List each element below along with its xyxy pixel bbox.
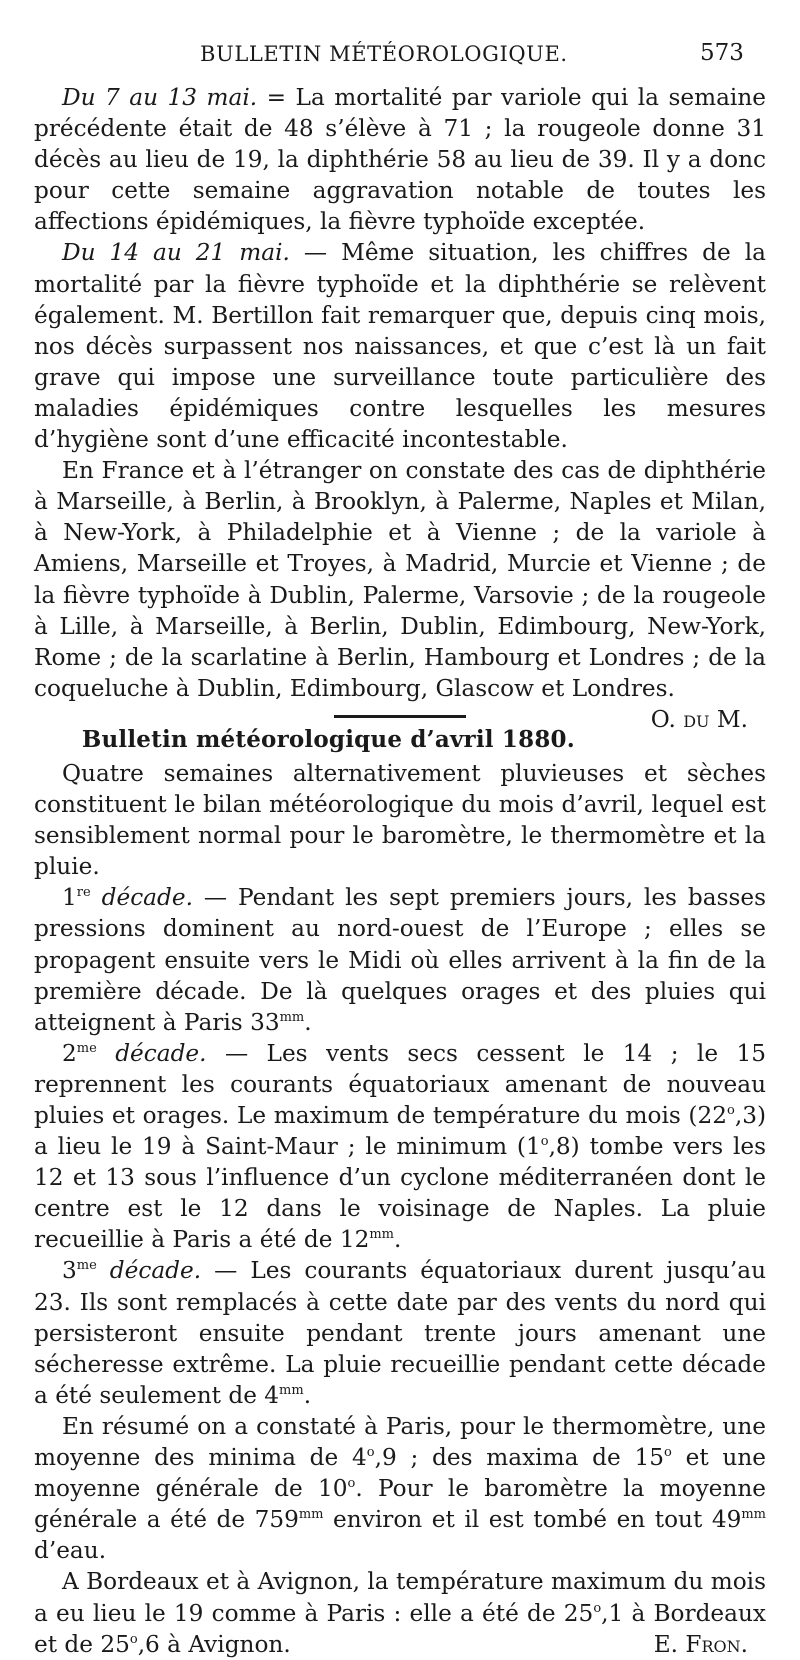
paragraph-second-decade: [34, 1038, 766, 1256]
paragraph-text: ,1 à Bordeaux et de 25: [34, 1599, 766, 1658]
paragraph-text: = La mortalité par variole qui la semaine précédente était de 48 s’élève à 71 ; la rougeole donne 31 décès au lieu de 19, la diphthérie 58 au lieu de 39. Il y a donc pour cette semaine aggravation notable de toutes les affections épidémiques, la fièvre typhoïde exceptée.: [34, 84, 766, 236]
unit-mm: mm: [298, 1507, 324, 1523]
paragraph-text: — Même situation, les chiffres de la mortalité par la fièvre typhoïde et la diphthérie se relèvent également. M. Bertillon fait remarquer que, depuis cinq mois, nos décès surpassent nos naissances, et que c’est là un fait grave qui impose une surveillance toute particulière des maladies épidémiques contre lesquelles les mesures d’hygiène sont d’une efficacité incontestable.: [34, 239, 766, 454]
degree-mark: o: [664, 1445, 672, 1461]
degree-mark: o: [366, 1445, 375, 1461]
signature-particle: du: [683, 705, 710, 733]
ordinal-suffix: me: [76, 1258, 97, 1274]
paragraph-summary-paris: [34, 1411, 766, 1566]
paragraph-text: En France et à l’étranger on constate des cas de diphthérie à Marseille, à Berlin, à Brooklyn, à Palerme, Naples et Milan, à New-York, à Philadelphie et à Vienne ; de la variole à Amiens, Marseille et Troyes, à Madrid, Murcie et Vienne ; de la fièvre typhoïde à Dublin, Palerme, Varsovie ; de la rougeole à Lille, à Marseille, à Berlin, Dublin, Edimbourg, New-York, Rome ; de la scarlatine à Berlin, Hambourg et Londres ; de la coqueluche à Dublin, Edimbourg, Glascow et Londres.: [34, 457, 766, 702]
paragraph-text: et une moyenne générale de 10: [34, 1444, 766, 1503]
signature-surname: Fron: [685, 1630, 741, 1658]
decade-number: 2: [62, 1039, 77, 1067]
paragraph-text: — Pendant les sept premiers jours, les basses pressions dominent au nord-ouest de l’Europe ; elles se propagent ensuite vers le Midi où elles arrivent à la fin de la première décade. De là quelques orages et des pluies qui atteignent à Paris 33: [34, 884, 766, 1036]
date-lead: Du 14 au 21 mai.: [62, 239, 290, 267]
signature-end: M.: [709, 705, 748, 733]
degree-mark: o: [129, 1631, 138, 1647]
signature-fron: [626, 1629, 748, 1660]
paragraph-end: .: [303, 1381, 312, 1409]
paragraph-text: — Les vents secs cessent le 14 ; le 15 reprennent les courants équatoriaux amenant de nouveau pluies et orages. Le maximum de température du mois (22: [34, 1039, 766, 1129]
paragraph-text: A Bordeaux et à Avignon, la température maximum du mois a eu lieu le 19 comme à Paris : elle a été de 25: [34, 1568, 766, 1627]
paragraph-text: — Les courants équatoriaux durent jusqu’au 23. Ils sont remplacés à cette date par des vents du nord qui persisteront ensuite pendant trente jours amenant une sécheresse extrême. La pluie recueillie pendant cette décade a été seulement de 4: [34, 1257, 766, 1409]
paragraph-text: . Pour le baromètre la moyenne générale a été de 759: [34, 1475, 766, 1534]
paragraph-week-14-21-may: [34, 237, 766, 455]
paragraph-text: d’eau.: [34, 1537, 107, 1565]
degree-mark: o: [727, 1103, 735, 1118]
paragraph-end: .: [304, 1008, 312, 1036]
paragraph-text: ,9 ; des maxima de 15: [374, 1444, 664, 1472]
paragraph-text: En résumé on a constaté à Paris, pour le thermomètre, une moyenne des minima de 4: [34, 1412, 766, 1472]
signature-initial: O.: [650, 705, 684, 733]
unit-mm: mm: [369, 1227, 394, 1243]
running-head: BULLETIN MÉTÉOROLOGIQUE.: [200, 42, 568, 66]
decade-lead: décade.: [96, 1257, 202, 1285]
ordinal-suffix: me: [76, 1040, 97, 1056]
paragraph-end: .: [393, 1226, 402, 1254]
paragraph-epidemics-abroad: [34, 455, 766, 733]
ordinal-suffix: re: [76, 885, 91, 901]
degree-mark: o: [347, 1476, 356, 1492]
page-number: 573: [700, 40, 744, 66]
degree-mark: o: [593, 1600, 602, 1616]
body-text: [34, 82, 766, 1660]
signature-end: .: [740, 1630, 748, 1658]
paragraph-third-decade: [34, 1255, 766, 1410]
paragraph-first-decade: [34, 882, 766, 1037]
section-divider: [334, 715, 466, 718]
signature-initial: E.: [653, 1630, 686, 1658]
paragraph-intro-april: [34, 758, 766, 882]
decade-lead: décade.: [96, 1039, 207, 1067]
paragraph-text: ,3) a lieu le 19 à Saint-Maur ; le minimum (1: [34, 1102, 766, 1161]
paragraph-bordeaux-avignon: [34, 1566, 766, 1659]
unit-mm: mm: [279, 1382, 304, 1398]
unit-mm: mm: [279, 1009, 305, 1025]
section-title: Bulletin météorologique d’avril 1880.: [81, 725, 575, 753]
paragraph-text: ,8) tombe vers les 12 et 13 sous l’influence d’un cyclone méditerranéen dont le centre est le 12 dans le voisinage de Naples. La pluie recueillie à Paris a été de 12: [34, 1133, 766, 1254]
signature-odum: [623, 704, 748, 735]
decade-number: 1: [62, 884, 77, 912]
paragraph-week-7-13-may: [34, 82, 766, 237]
paragraph-text: environ et il est tombé en tout 49: [323, 1506, 742, 1534]
unit-mm: mm: [741, 1507, 766, 1523]
decade-lead: décade.: [90, 884, 193, 912]
decade-number: 3: [62, 1257, 77, 1285]
degree-mark: o: [540, 1134, 549, 1150]
page-header: [0, 36, 800, 76]
paragraph-text: Quatre semaines alternativement pluvieuses et sèches constituent le bilan météorologique du mois d’avril, lequel est sensiblement normal pour le baromètre, le thermomètre et la pluie.: [34, 759, 766, 881]
date-lead: Du 7 au 13 mai.: [62, 84, 258, 111]
paragraph-text: ,6 à Avignon.: [137, 1630, 291, 1658]
